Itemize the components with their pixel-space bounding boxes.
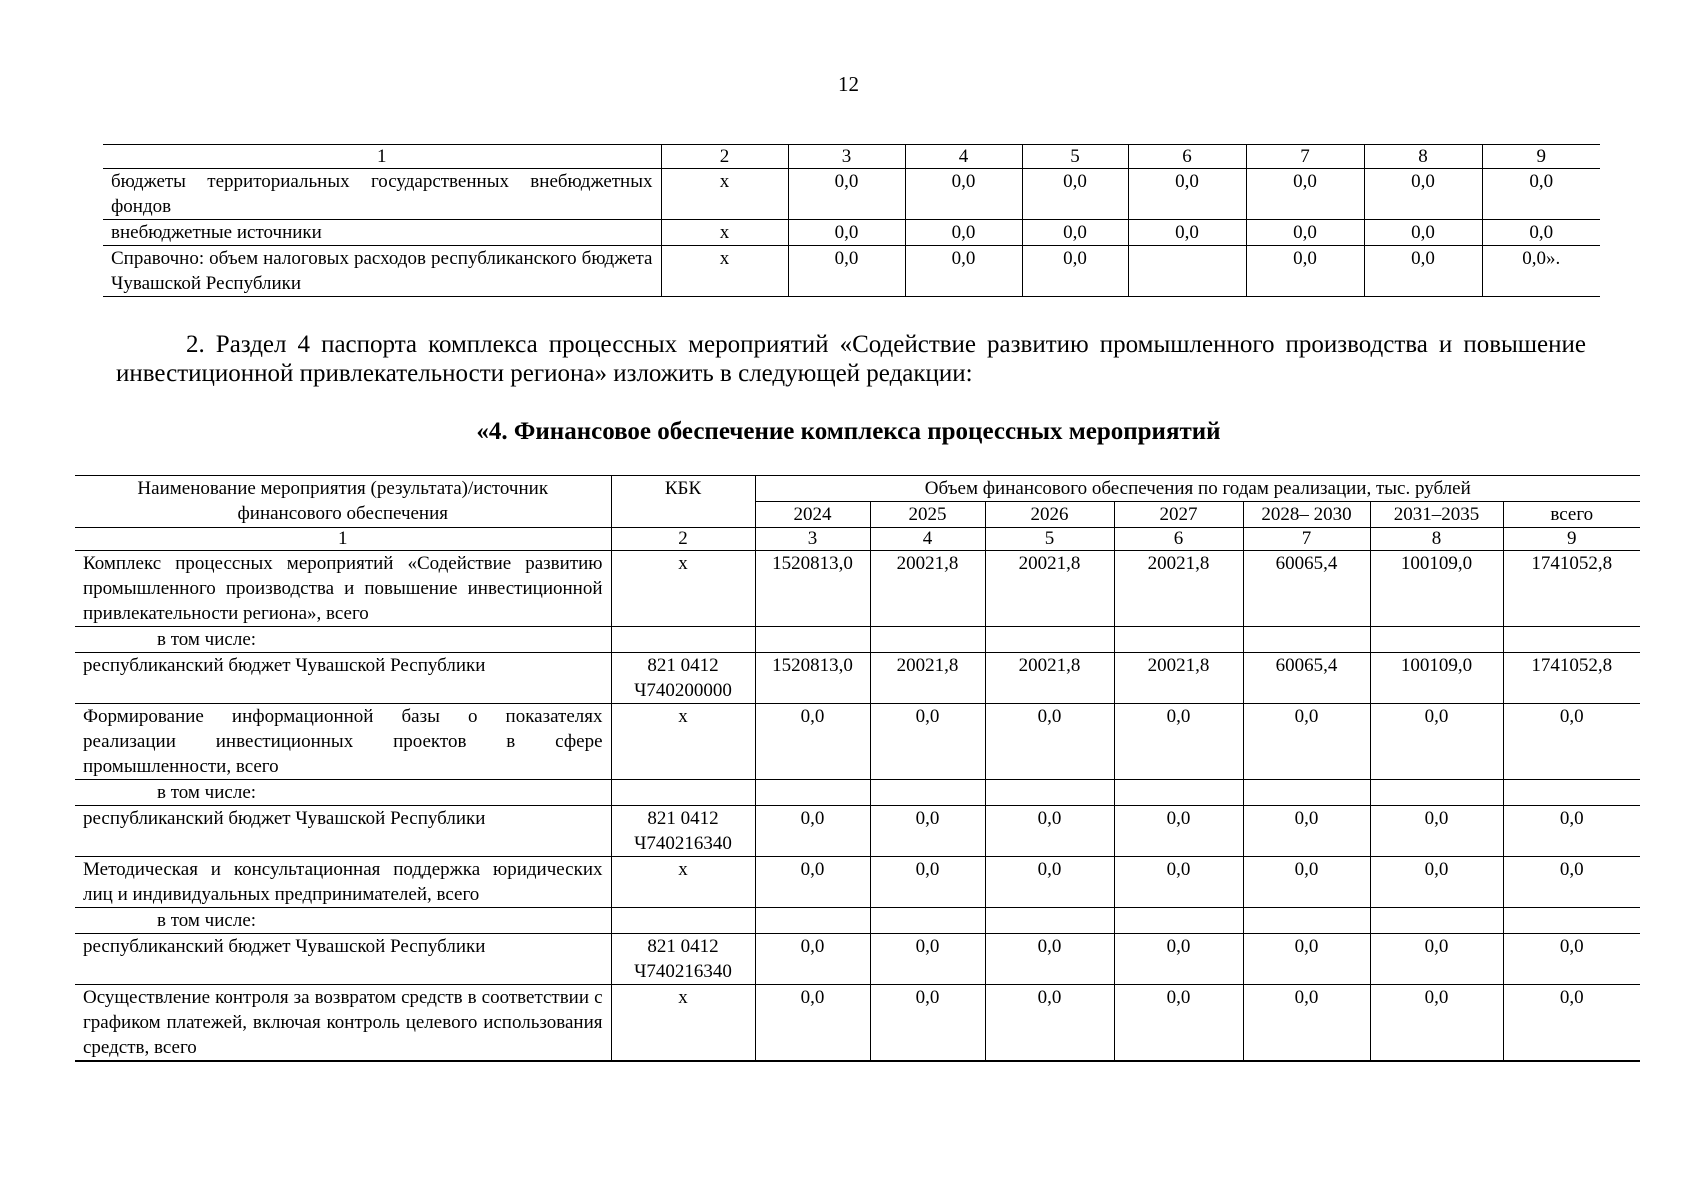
row-value: 0,0: [1246, 169, 1364, 220]
col-number: 5: [1022, 145, 1128, 169]
financing-table: [75, 475, 1640, 1062]
row-value: 0,0: [870, 934, 985, 985]
header-row: [75, 476, 1640, 502]
row-value: 20021,8: [870, 653, 985, 704]
row-value: 1741052,8: [1503, 551, 1640, 627]
row-name: Справочно: объем налоговых расходов республиканского бюджета Чувашской Республики: [103, 246, 661, 297]
table-row: [75, 551, 1640, 627]
col-number: 9: [1482, 145, 1600, 169]
row-name: внебюджетные источники: [103, 220, 661, 246]
row-value: 0,0: [1364, 220, 1482, 246]
col-number: 3: [755, 528, 870, 551]
row-value: 60065,4: [1243, 653, 1370, 704]
row-value: 0,0: [1243, 934, 1370, 985]
row-value: 1741052,8: [1503, 653, 1640, 704]
row-value: 0,0: [1364, 246, 1482, 297]
col-number: 1: [75, 528, 611, 551]
section-heading: «4. Финансовое обеспечение комплекса процессных мероприятий: [476, 418, 1221, 445]
row-value: 0,0: [1022, 220, 1128, 246]
row-kbk: 821 0412 Ч740216340: [611, 806, 755, 857]
row-value: 0,0: [985, 985, 1114, 1062]
table-row: [103, 169, 1600, 220]
row-value: [1128, 246, 1246, 297]
row-name: республиканский бюджет Чувашской Республики: [75, 934, 611, 985]
row-value: 100109,0: [1370, 653, 1503, 704]
header-kbk: КБК: [611, 476, 755, 528]
row-value: 0,0: [1114, 857, 1243, 908]
row-name: республиканский бюджет Чувашской Республики: [75, 806, 611, 857]
header-year: 2024: [755, 502, 870, 528]
row-value: 0,0: [1370, 806, 1503, 857]
including-label: в том числе:: [75, 780, 611, 806]
table-row: [103, 220, 1600, 246]
col-number: 9: [1503, 528, 1640, 551]
row-value: 0,0: [1114, 806, 1243, 857]
col-number: 2: [611, 528, 755, 551]
row-kbk: 821 0412 Ч740200000: [611, 653, 755, 704]
table-row: [75, 857, 1640, 908]
col-number: 4: [905, 145, 1022, 169]
col-number: 2: [661, 145, 788, 169]
row-value: 20021,8: [1114, 551, 1243, 627]
row-name: республиканский бюджет Чувашской Республики: [75, 653, 611, 704]
col-number: 3: [788, 145, 905, 169]
row-value: 0,0: [1114, 704, 1243, 780]
row-value: 0,0: [905, 169, 1022, 220]
row-kbk: 821 0412 Ч740216340: [611, 934, 755, 985]
row-value: 0,0: [1022, 246, 1128, 297]
row-kbk: х: [611, 857, 755, 908]
row-value: 0,0: [1246, 220, 1364, 246]
header-volume: Объем финансового обеспечения по годам реализации, тыс. рублей: [755, 476, 1640, 502]
row-name: бюджеты территориальных государственных внебюджетных фондов: [103, 169, 661, 220]
row-value: 20021,8: [870, 551, 985, 627]
row-value: 0,0: [1503, 704, 1640, 780]
row-name: Формирование информационной базы о показателях реализации инвестиционных проектов в сфере промышленности, всего: [75, 704, 611, 780]
row-value: 0,0: [788, 220, 905, 246]
row-value: 0,0: [985, 857, 1114, 908]
header-name: Наименование мероприятия (результата)/источник финансового обеспечения: [75, 476, 611, 528]
column-number-row: [75, 528, 1640, 551]
col-number: 5: [985, 528, 1114, 551]
row-value: 0,0: [870, 857, 985, 908]
row-value: 0,0».: [1482, 246, 1600, 297]
row-value: 0,0: [1114, 934, 1243, 985]
row-value: 0,0: [1128, 169, 1246, 220]
row-value: 0,0: [755, 857, 870, 908]
including-label: в том числе:: [75, 627, 611, 653]
row-value: 1520813,0: [755, 653, 870, 704]
col-number: 4: [870, 528, 985, 551]
row-value: 0,0: [1022, 169, 1128, 220]
row-value: 0,0: [1370, 934, 1503, 985]
row-value: 0,0: [1128, 220, 1246, 246]
row-value: 0,0: [985, 806, 1114, 857]
row-value: 0,0: [870, 704, 985, 780]
col-number: 1: [103, 145, 661, 169]
row-value: 0,0: [755, 985, 870, 1062]
row-value: 0,0: [1370, 857, 1503, 908]
row-value: 0,0: [1370, 985, 1503, 1062]
page-number: 12: [838, 72, 859, 96]
row-kbk: х: [661, 220, 788, 246]
header-year: 2031–2035: [1370, 502, 1503, 528]
table-continuation: [103, 144, 1600, 297]
table-row: [75, 653, 1640, 704]
row-value: 1520813,0: [755, 551, 870, 627]
col-number: 8: [1370, 528, 1503, 551]
column-number-row: [103, 145, 1600, 169]
header-year: 2026: [985, 502, 1114, 528]
row-value: 0,0: [1114, 985, 1243, 1062]
row-value: 0,0: [1503, 857, 1640, 908]
row-value: 0,0: [1243, 806, 1370, 857]
row-kbk: х: [661, 169, 788, 220]
row-value: 60065,4: [1243, 551, 1370, 627]
row-kbk: х: [611, 551, 755, 627]
col-number: 7: [1246, 145, 1364, 169]
row-value: 0,0: [1243, 985, 1370, 1062]
row-value: 0,0: [985, 704, 1114, 780]
row-value: 20021,8: [985, 653, 1114, 704]
col-number: 7: [1243, 528, 1370, 551]
row-value: 0,0: [1503, 806, 1640, 857]
amendment-paragraph: 2. Раздел 4 паспорта комплекса процессных мероприятий «Содействие развитию промышленного производства и повышение инвестиционной привлекательности региона» изложить в следующей редакции:: [116, 331, 1586, 387]
row-kbk: х: [661, 246, 788, 297]
table-row: [75, 806, 1640, 857]
row-value: 0,0: [985, 934, 1114, 985]
table-row: [75, 934, 1640, 985]
table-row: [75, 985, 1640, 1062]
row-value: 0,0: [1370, 704, 1503, 780]
row-value: 0,0: [1482, 220, 1600, 246]
row-name: Осуществление контроля за возвратом средств в соответствии с графиком платежей, включая контроль целевого использования средств, всего: [75, 985, 611, 1062]
col-number: 8: [1364, 145, 1482, 169]
row-value: 0,0: [788, 246, 905, 297]
row-value: 0,0: [755, 704, 870, 780]
row-kbk: х: [611, 985, 755, 1062]
row-value: 0,0: [1503, 934, 1640, 985]
col-number: 6: [1128, 145, 1246, 169]
table-row: [75, 704, 1640, 780]
row-value: 0,0: [870, 806, 985, 857]
row-value: 0,0: [905, 246, 1022, 297]
row-value: 0,0: [1243, 704, 1370, 780]
row-value: 0,0: [1482, 169, 1600, 220]
header-year: 2028– 2030: [1243, 502, 1370, 528]
row-value: 0,0: [1503, 985, 1640, 1062]
row-kbk: х: [611, 704, 755, 780]
subheader-row: [75, 908, 1640, 934]
row-name: Комплекс процессных мероприятий «Содействие развитию промышленного производства и повышение инвестиционной привлекательности региона», всего: [75, 551, 611, 627]
row-value: 0,0: [755, 934, 870, 985]
including-label: в том числе:: [75, 908, 611, 934]
row-value: 0,0: [905, 220, 1022, 246]
subheader-row: [75, 780, 1640, 806]
row-value: 0,0: [1246, 246, 1364, 297]
row-value: 20021,8: [985, 551, 1114, 627]
row-name: Методическая и консультационная поддержка юридических лиц и индивидуальных предпринимателей, всего: [75, 857, 611, 908]
row-value: 100109,0: [1370, 551, 1503, 627]
table-row: [103, 246, 1600, 297]
row-value: 20021,8: [1114, 653, 1243, 704]
row-value: 0,0: [788, 169, 905, 220]
row-value: 0,0: [1243, 857, 1370, 908]
header-total: всего: [1503, 502, 1640, 528]
subheader-row: [75, 627, 1640, 653]
header-year: 2027: [1114, 502, 1243, 528]
header-year: 2025: [870, 502, 985, 528]
row-value: 0,0: [1364, 169, 1482, 220]
row-value: 0,0: [755, 806, 870, 857]
row-value: 0,0: [870, 985, 985, 1062]
col-number: 6: [1114, 528, 1243, 551]
